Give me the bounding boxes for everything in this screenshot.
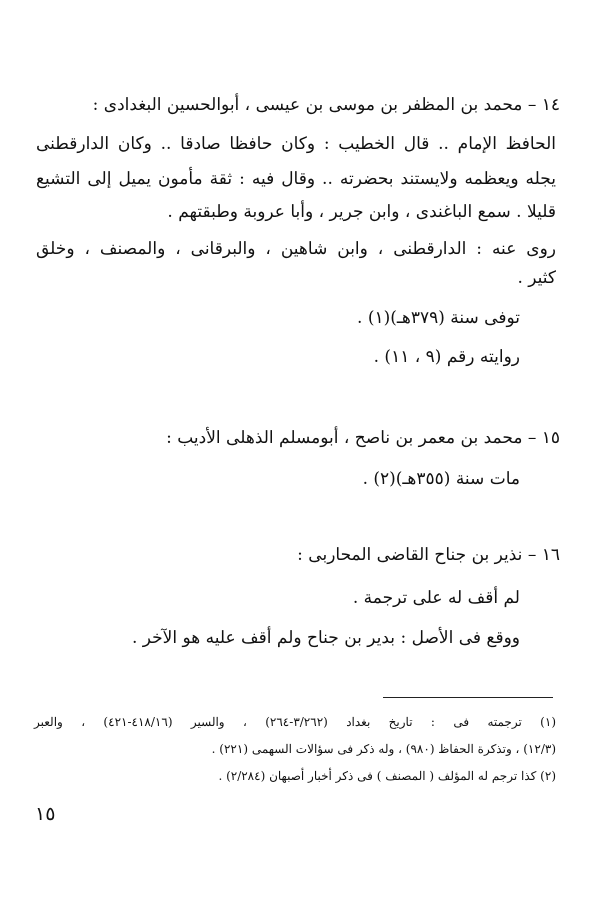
footnote-separator bbox=[383, 697, 553, 698]
entry-14-heading: ١٤ – محمد بن المظفر بن موسى بن عيسى ، أبوالحسين البغدادى : bbox=[92, 95, 560, 115]
entry-15-death: مات سنة (٣٥٥هـ)(٢) . bbox=[362, 469, 520, 489]
entry-14-riwaya: روايته رقم (٩ ، ١١) . bbox=[373, 347, 520, 367]
entry-14-bio-line-3: قليلا . سمع الباغندى ، وابن جرير ، وأبا عروبة وطبقتهم . bbox=[167, 202, 556, 222]
footnote-1-line-1: (١) ترجمته فى : تاريخ بغداد (٣/٢٦٢-٢٦٤) ، والسير (٤١٨/١٦-٤٢١) ، والعبر bbox=[34, 715, 557, 729]
entry-14-narrators-line-2: كثير . bbox=[517, 268, 556, 288]
entry-16-heading: ١٦ – نذير بن جناح القاضى المحاربى : bbox=[297, 545, 560, 565]
entry-14-death: توفى سنة (٣٧٩هـ)(١) . bbox=[357, 308, 520, 328]
page-number: ١٥ bbox=[35, 803, 56, 825]
footnote-1-line-2: (١٢/٣) ، وتذكرة الحفاظ (٩٨٠) ، وله ذكر فى سؤالات السهمى (٢٢١) . bbox=[211, 742, 556, 756]
entry-14-bio-line-1: الحافظ الإمام .. قال الخطيب : وكان حافظا صادقا .. وكان الدارقطنى bbox=[36, 134, 556, 154]
entry-16-line-2: ووقع فى الأصل : بدير بن جناح ولم أقف عليه هو الآخر . bbox=[131, 628, 520, 648]
entry-14-narrators-line-1: روى عنه : الدارقطنى ، وابن شاهين ، والبرقانى ، والمصنف ، وخلق bbox=[36, 239, 556, 259]
entry-16-line-1: لم أقف له على ترجمة . bbox=[352, 588, 520, 608]
footnote-2: (٢) كذا ترجم له المؤلف ( المصنف ) فى ذكر أخبار أصبهان (٢/٢٨٤) . bbox=[218, 769, 556, 783]
entry-15-heading: ١٥ – محمد بن معمر بن ناصح ، أبومسلم الذهلى الأديب : bbox=[166, 428, 560, 448]
entry-14-bio-line-2: يجله ويعظمه ولايستند بحضرته .. وقال فيه : ثقة مأمون يميل إلى التشيع bbox=[36, 169, 556, 189]
